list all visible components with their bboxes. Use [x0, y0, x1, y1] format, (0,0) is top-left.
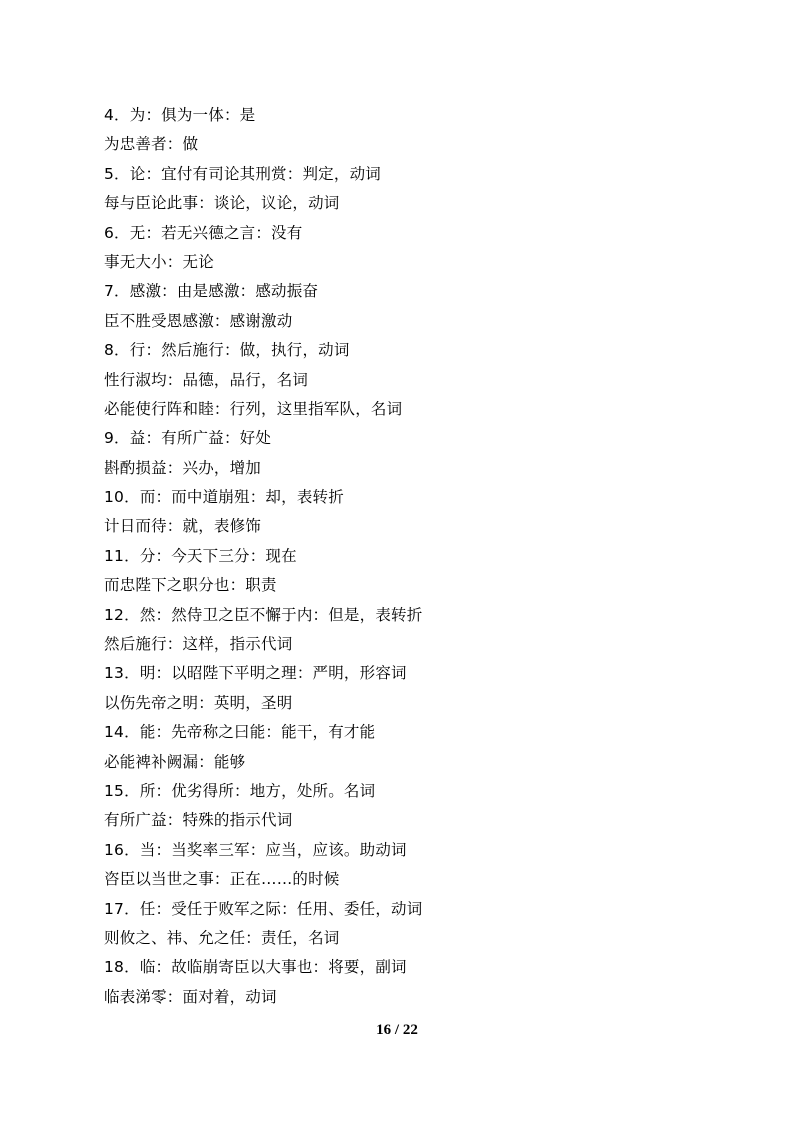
- list-item: 10．而：而中道崩殂：却，表转折: [104, 488, 344, 507]
- list-item: 计日而待：就，表修饰: [104, 517, 262, 536]
- vocabulary-list: [104, 101, 704, 1012]
- list-item: 4．为：俱为一体：是: [104, 106, 256, 124]
- list-item: 14．能：先帝称之曰能：能干，有才能: [104, 723, 376, 742]
- list-item: 以伤先帝之明：英明，圣明: [104, 693, 293, 712]
- list-item: 5．论：宜付有司论其刑赏：判定，动词: [104, 164, 381, 183]
- list-item: 每与臣论此事：谈论，议论，动词: [104, 194, 340, 213]
- list-item: 15．所：优劣得所：地方，处所。名词: [104, 781, 376, 800]
- list-item: 9．益：有所广益：好处: [104, 429, 272, 448]
- list-item: 临表涕零：面对着，动词: [104, 987, 277, 1006]
- list-item: 17．任：受任于败军之际：任用、委任，动词: [104, 899, 423, 918]
- list-item: 然后施行：这样，指示代词: [104, 635, 293, 654]
- list-item: 而忠陛下之职分也：职责: [104, 576, 277, 595]
- list-item: 为忠善者：做: [104, 135, 199, 154]
- list-item: 性行淑均：品德，品行，名词: [104, 370, 309, 389]
- list-item: 8．行：然后施行：做，执行，动词: [104, 341, 350, 360]
- list-item: 11．分：今天下三分：现在: [104, 546, 297, 565]
- list-item: 13．明：以昭陛下平明之理：严明，形容词: [104, 664, 407, 683]
- list-item: 事无大小：无论: [104, 252, 214, 271]
- list-item: 12．然：然侍卫之臣不懈于内：但是，表转折: [104, 605, 423, 624]
- page-number: 16 / 22: [376, 1022, 418, 1038]
- list-item: 斟酌损益：兴办，增加: [104, 458, 262, 477]
- list-item: 6．无：若无兴德之言：没有: [104, 223, 303, 242]
- list-item: 必能裨补阙漏：能够: [104, 752, 246, 771]
- list-item: 咨臣以当世之事：正在……的时候: [104, 870, 340, 889]
- list-item: 7．感激：由是感激：感动振奋: [104, 282, 319, 301]
- list-item: 16．当：当奖率三军：应当，应该。助动词: [104, 840, 407, 859]
- list-item: 必能使行阵和睦：行列，这里指军队，名词: [104, 399, 403, 418]
- list-item: 有所广益：特殊的指示代词: [104, 811, 293, 830]
- list-item: 18．临：故临崩寄臣以大事也：将要，副词: [104, 958, 407, 977]
- list-item: 臣不胜受恩感激：感谢激动: [104, 311, 293, 330]
- list-item: 则攸之、祎、允之任：责任，名词: [104, 928, 340, 947]
